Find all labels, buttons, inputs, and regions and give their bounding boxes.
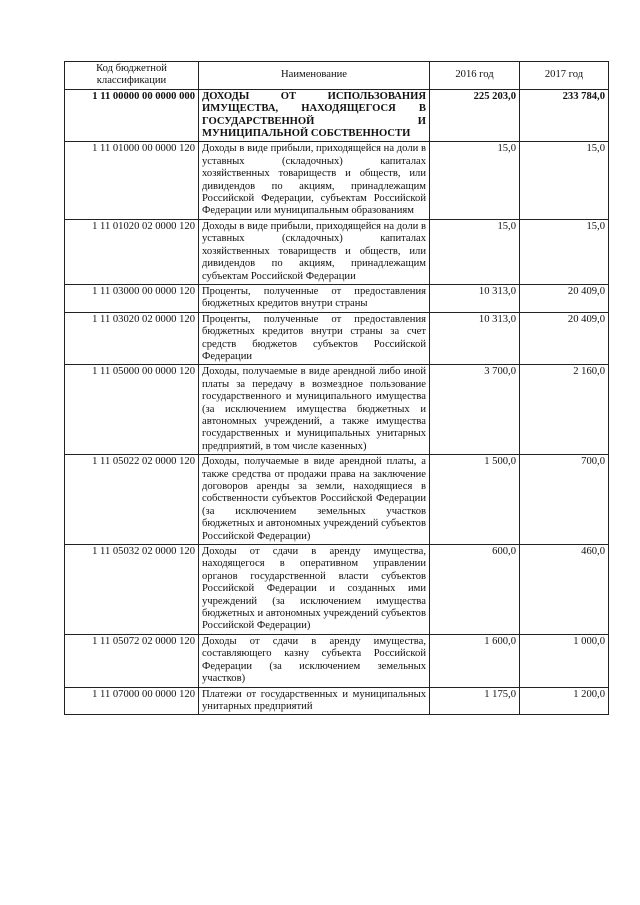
row-value-2016: 225 203,0 [430,89,520,142]
table-row [65,687,609,715]
row-value-2016: 15,0 [430,142,520,219]
row-value-2017: 15,0 [520,142,609,219]
row-value-2017: 20 409,0 [520,312,609,365]
row-code: 1 11 05032 02 0000 120 [65,545,199,635]
row-name: Доходы в виде прибыли, приходящейся на доли в уставных (складочных) капиталах хозяйственных товариществ и обществ, или дивидендов по акциям, принадлежащим субъектам Российской Федерации [199,219,430,284]
row-name: Проценты, полученные от предоставления бюджетных кредитов внутри страны за счет средств бюджетов субъектов Российской Федерации [199,312,430,365]
table-row [65,142,609,219]
table-row [65,284,609,312]
row-code: 1 11 03000 00 0000 120 [65,284,199,312]
table-row [65,545,609,635]
table-row [65,634,609,687]
row-value-2017: 700,0 [520,455,609,545]
header-name: Наименование [199,62,430,90]
row-code: 1 11 07000 00 0000 120 [65,687,199,715]
row-code: 1 11 05022 02 0000 120 [65,455,199,545]
row-name: Доходы от сдачи в аренду имущества, находящегося в оперативном управлении органов государственной власти субъектов Российской Федерации и созданных ими учреждений (за исключением имущества бюджетных и автономных учреждений субъектов Российской Федерации) [199,545,430,635]
row-value-2017: 233 784,0 [520,89,609,142]
row-code: 1 11 05072 02 0000 120 [65,634,199,687]
row-value-2016: 1 500,0 [430,455,520,545]
row-value-2017: 15,0 [520,219,609,284]
row-name: Доходы, получаемые в виде арендной либо иной платы за передачу в возмездное пользование государственного и муниципального имущества (за исключением имущества бюджетных и автономных учреждений, а также имущества государственных и муниципальных унитарных предприятий, в том числе казенных) [199,365,430,455]
row-value-2017: 1 200,0 [520,687,609,715]
row-value-2017: 20 409,0 [520,284,609,312]
row-value-2016: 1 175,0 [430,687,520,715]
row-name: Доходы в виде прибыли, приходящейся на доли в уставных (складочных) капиталах хозяйственных товариществ и обществ, или дивидендов по акциям, принадлежащим Российской Федерации, субъектам Российской Федерации или муниципальным образованиям [199,142,430,219]
row-name: ДОХОДЫ ОТ ИСПОЛЬЗОВАНИЯ ИМУЩЕСТВА, НАХОДЯЩЕГОСЯ В ГОСУДАРСТВЕННОЙ И МУНИЦИПАЛЬНОЙ СОБСТВЕННОСТИ [199,89,430,142]
table-row [65,219,609,284]
row-value-2017: 460,0 [520,545,609,635]
row-value-2016: 15,0 [430,219,520,284]
row-code: 1 11 03020 02 0000 120 [65,312,199,365]
table-row [65,365,609,455]
row-name: Проценты, полученные от предоставления бюджетных кредитов внутри страны [199,284,430,312]
table-row [65,89,609,142]
table-row [65,455,609,545]
row-name: Платежи от государственных и муниципальных унитарных предприятий [199,687,430,715]
header-2017: 2017 год [520,62,609,90]
row-code: 1 11 01020 02 0000 120 [65,219,199,284]
header-code: Код бюджетной классификации [65,62,199,90]
row-value-2017: 2 160,0 [520,365,609,455]
revenue-table [64,61,609,715]
row-value-2016: 600,0 [430,545,520,635]
row-value-2016: 10 313,0 [430,284,520,312]
row-value-2016: 3 700,0 [430,365,520,455]
row-code: 1 11 01000 00 0000 120 [65,142,199,219]
row-name: Доходы от сдачи в аренду имущества, составляющего казну субъекта Российской Федерации (за исключением земельных участков) [199,634,430,687]
row-code: 1 11 05000 00 0000 120 [65,365,199,455]
row-value-2017: 1 000,0 [520,634,609,687]
header-2016: 2016 год [430,62,520,90]
table-row [65,312,609,365]
row-value-2016: 10 313,0 [430,312,520,365]
table-header-row [65,62,609,90]
row-value-2016: 1 600,0 [430,634,520,687]
row-code: 1 11 00000 00 0000 000 [65,89,199,142]
row-name: Доходы, получаемые в виде арендной платы, а также средства от продажи права на заключение договоров аренды за земли, находящиеся в собственности субъектов Российской Федерации (за исключением земельных участков бюджетных и автономных учреждений субъектов Российской Федерации) [199,455,430,545]
